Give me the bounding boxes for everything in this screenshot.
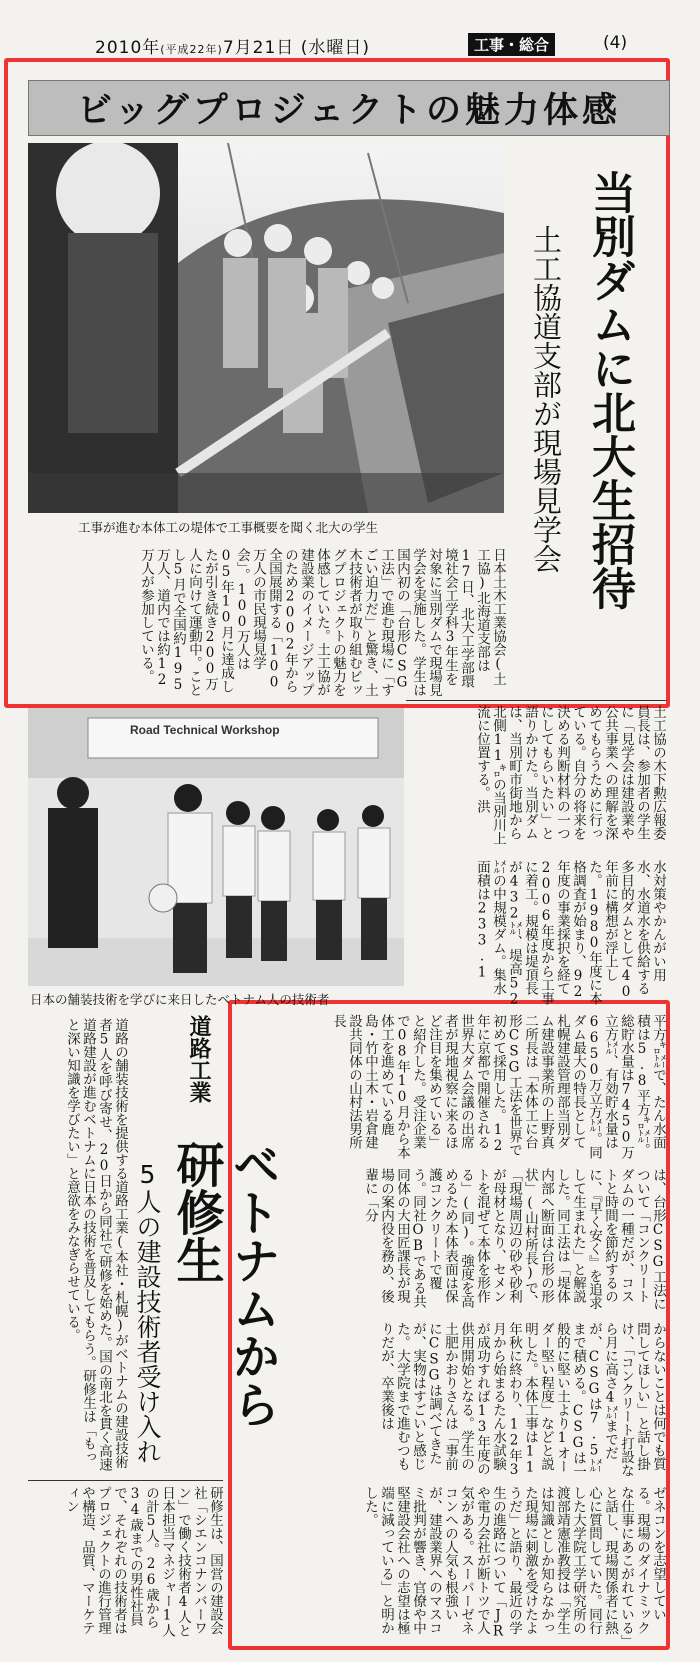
article1-column-4: 平方㌔㍍で、たん水面積は5.8平方㌔㍍。総貯水量は7450万立方㍍、有効貯水量は6650万立方㍍。同ダム最大の特長として札幌建設管理部当別ダム建設事業所の上野真二所長は「本体工に台形CSG工法を世界で初めて採用した。12年に京都で開催される世界大ダム会議の出席者が現地視察に来るほど注目を集めている」と紹介した。受注企業で08年10月から本体工を進めている鹿島・竹中土木・岩倉建設共同体の山村法男所長 xyxy=(330,1014,666,1159)
article1-column-2: 土工協の木下勲広報委員長は、参加者の学生に「見学会は建設業や公共事業への理解を深めてもらうために行っている。自分の将来を決める判断材料の一つにしてもらいたい」と語りかけた。当別ダムは、当別町市街地から北側11㌔の当別川上流に位置する。洪 xyxy=(474,705,666,845)
feature-banner: ビッグプロジェクトの魅力体感 xyxy=(28,80,670,136)
article2-headline: ベトナムから研修生 xyxy=(168,1140,280,1428)
article1-column-5: は、台形CSG工法について「コンクリートダムの一種だが、コストと時間を節約するのに、『早く安く』を追求して生まれた」と解説した。同工法は「堤体内部へ断面は台形の形状」(山村所長)で、「現場周辺の砂や砂利が母材となり、セメントを混ぜて本体を形作る」(同)。強度を高めるため本体表面は保護コンクリートで覆う。同社OBである共同体の大田匠課長が現場の案内役を務め、後輩に「分 xyxy=(362,1168,666,1311)
column-divider-2 xyxy=(28,1480,223,1481)
article2-subhead: 5人の建設技術者受け入れ xyxy=(133,1160,162,1464)
page-number: (4) xyxy=(603,33,628,53)
dam-site-photo xyxy=(28,143,504,513)
vietnam-photo-caption: 日本の舗装技術を学びに来日したベトナム人の技術者 xyxy=(30,992,330,1007)
issue-date-era: (平成22年) xyxy=(160,43,223,56)
dam-photo-caption: 工事が進む本体工の堤体で工事概要を聞く北大の学生 xyxy=(78,520,379,535)
article1-column-1: 日本土木工業協会(土工協)北海道支部は17日、北大工学部環境社会工学科3年生を対象に当別ダムで現場見学会を実施した。学生は国内初の「台形CSG工法」で進む現場に「すごい迫力だ」と驚き、土木技術者が取り組むビッグプロジェクトの魅力を体感していた。土工協が建設業のイメージアップのため2002年から全国展開する「100万人の市民現場見学会」。100万人は05年10月に達成したが引き続き200万人に向けて運動中。ことし5月で全国約195万人、道内では約12万人が参加している。 xyxy=(138,548,506,697)
issue-date-day: 7月21日 (水曜日) xyxy=(222,38,370,58)
article1-column-7: ゼネコンを志望している。現場のダイナミックな仕事にあこがれている」と話し、現場関係者に熱心に質問していた。同行した大学院工学研究所の渡部靖憲准教授は「学生は知識としか知らなかった現場に刺激を受けたようだ」と語り、最近の学生の進路について「JRや電力会社が断トツで人気がある。スーパーゼネコンへの人気も根強いが、建設業界へのマスコミ批判が響き、官僚や中堅建設会社への志望は極端に減っている」と明かした。 xyxy=(362,1486,666,1642)
article2-company-tag: 道路工業 xyxy=(186,1015,211,1103)
column-divider xyxy=(406,700,666,701)
vietnam-trainees-photo xyxy=(28,708,404,986)
article2-column-1: 道路の舗装技術を提供する道路工業(本社・札幌)がベトナムの建設技術者5人を呼び寄せ、20日から同社で研修を始めた。国の南北を貫く高速道路建設が進むベトナムに日本の技術を普及してもらう。研修生は「もっと深い知識を学びたい」と意欲をみなぎらせている。 xyxy=(64,1018,128,1471)
issue-date-year: 2010年 xyxy=(95,38,161,58)
section-label: 工事・総合 xyxy=(468,33,555,56)
article1-column-3: 水対策やかんがい用水、水道水を供給する多目的ダムとして40年前に構想が浮上した。1980年度に本格調査が始まり、92年度の事業採択を経て2006年度から工事に着工。規模は堤頂長が432㍍、堤高52㍍の中規模ダム。集水面積は233.1 xyxy=(474,860,666,1008)
article2-column-2: 研修生は、国営の建設会社「シエンコナンバーワン」で働く技術者4人と日本担当マネジャー1人の計5人。26歳から34歳までの男性社員で、それぞれの技術者はプロジェクトの進行管理や構造、品質、マーケティン xyxy=(63,1486,223,1637)
article1-column-6: からないことは何でも質問してほしい」と話し掛け、「コンクリート打設なら月に高さ4㍍までだが、CSGは7.5㍍まで積める。CSGは一般的に堅い土より1オーダー堅い程度」などと説明した。本体工事は11年秋に終わり、12年3月から始まるたん水試験が成功すれば13年度の供用開始となる。学生の土肥かおりさんは「事前にCSGは調べてきたが、実物はすごいと感じた。大学院まで進むつもりだが、卒業後は xyxy=(378,1322,666,1478)
article1-subhead: 土工協道支部が現場見学会 xyxy=(529,225,563,573)
article1-headline: 当別ダムに北大生招待 xyxy=(584,170,635,610)
workshop-sign: Road Technical Workshop xyxy=(130,723,280,737)
